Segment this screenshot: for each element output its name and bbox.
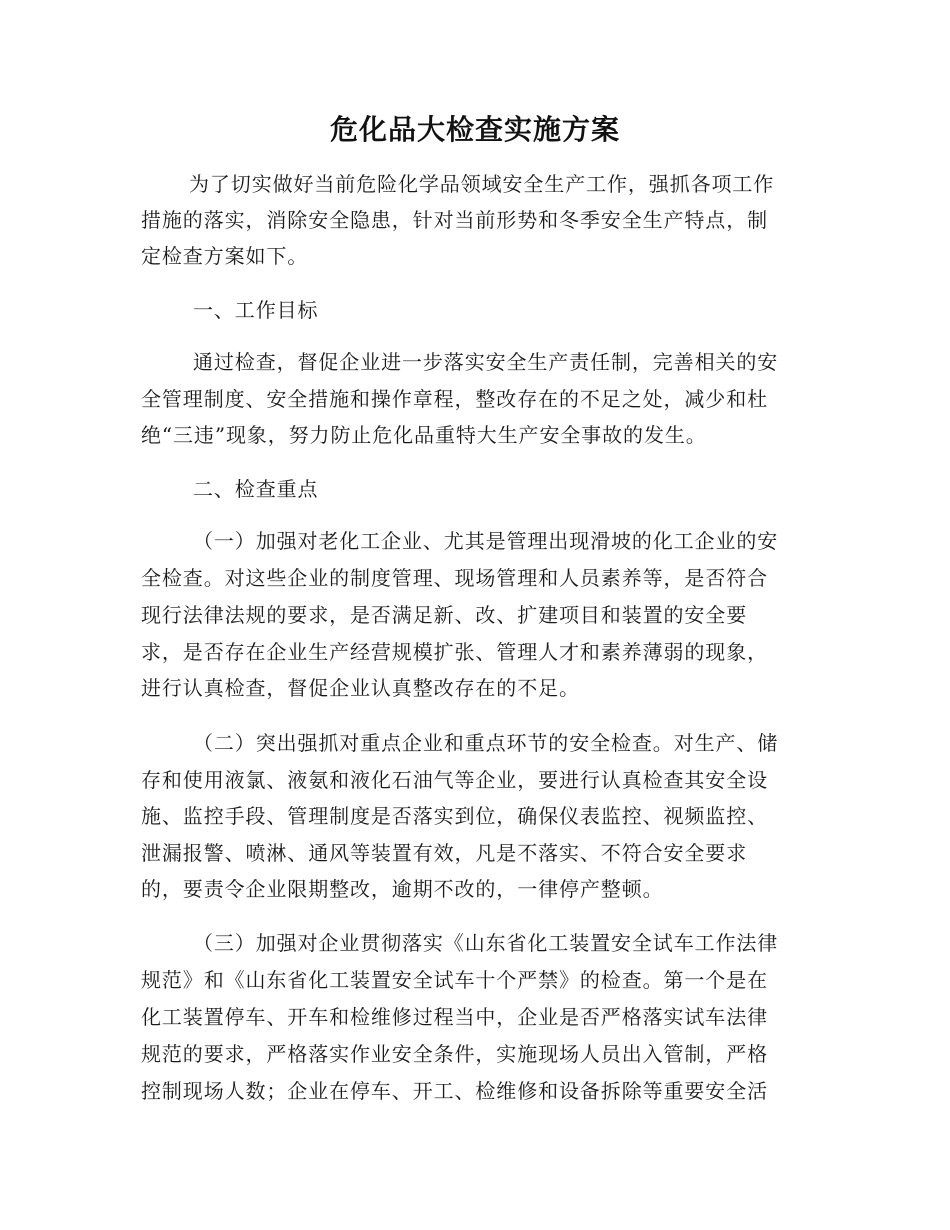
paragraph-line: 的，要责令企业限期整改，逾期不改的，一律停产整顿。	[141, 877, 664, 901]
paragraph-line: 化工装置停车、开车和检维修过程当中，企业是否严格落实试车法律	[141, 1005, 768, 1029]
paragraph-line: （一）加强对老化工企业、尤其是管理出现滑坡的化工企业的安	[193, 529, 779, 553]
paragraph-line: （二）突出强抓对重点企业和重点环节的安全检查。对生产、储	[193, 731, 779, 755]
paragraph-line: 控制现场人数；企业在停车、开工、检维修和设备拆除等重要安全活	[141, 1079, 768, 1103]
paragraph-line: 为了切实做好当前危险化学品领域安全生产工作，强抓各项工作	[189, 172, 775, 196]
paragraph-line: （三）加强对企业贯彻落实《山东省化工装置安全试车工作法律	[193, 931, 779, 955]
paragraph-line: 进行认真检查，督促企业认真整改存在的不足。	[141, 676, 580, 700]
paragraph-line: 存和使用液氯、液氨和液化石油气等企业，要进行认真检查其安全设	[141, 768, 768, 792]
paragraph-line: 通过检查，督促企业进一步落实安全生产责任制，完善相关的安	[193, 350, 779, 374]
paragraph-line: 施、监控手段、管理制度是否落实到位，确保仪表监控、视频监控、	[141, 804, 768, 828]
paragraph-line: 定检查方案如下。	[141, 244, 309, 268]
paragraph-line: 全检查。对这些企业的制度管理、现场管理和人员素养等，是否符合	[141, 566, 768, 590]
paragraph-line: 绝“三违”现象，努力防止危化品重特大生产安全事故的发生。	[141, 423, 707, 447]
document-title: 危化品大检查实施方案	[329, 113, 620, 146]
paragraph-line: 规范》和《山东省化工装置安全试车十个严禁》的检查。第一个是在	[141, 968, 768, 992]
paragraph-line: 规范的要求，严格落实作业安全条件，实施现场人员出入管制，严格	[141, 1042, 768, 1066]
section-heading: 二、检查重点	[193, 477, 319, 501]
paragraph-line: 泄漏报警、喷淋、通风等装置有效，凡是不落实、不符合安全要求	[141, 841, 748, 865]
section-heading: 一、工作目标	[193, 298, 319, 322]
paragraph-line: 求，是否存在企业生产经营规模扩张、管理人才和素养薄弱的现象，	[141, 640, 768, 664]
paragraph-line: 现行法律法规的要求，是否满足新、改、扩建项目和装置的安全要	[141, 603, 748, 627]
paragraph-line: 全管理制度、安全措施和操作章程，整改存在的不足之处，减少和杜	[141, 387, 768, 411]
paragraph-line: 措施的落实，消除安全隐患，针对当前形势和冬季安全生产特点，制	[141, 208, 768, 232]
